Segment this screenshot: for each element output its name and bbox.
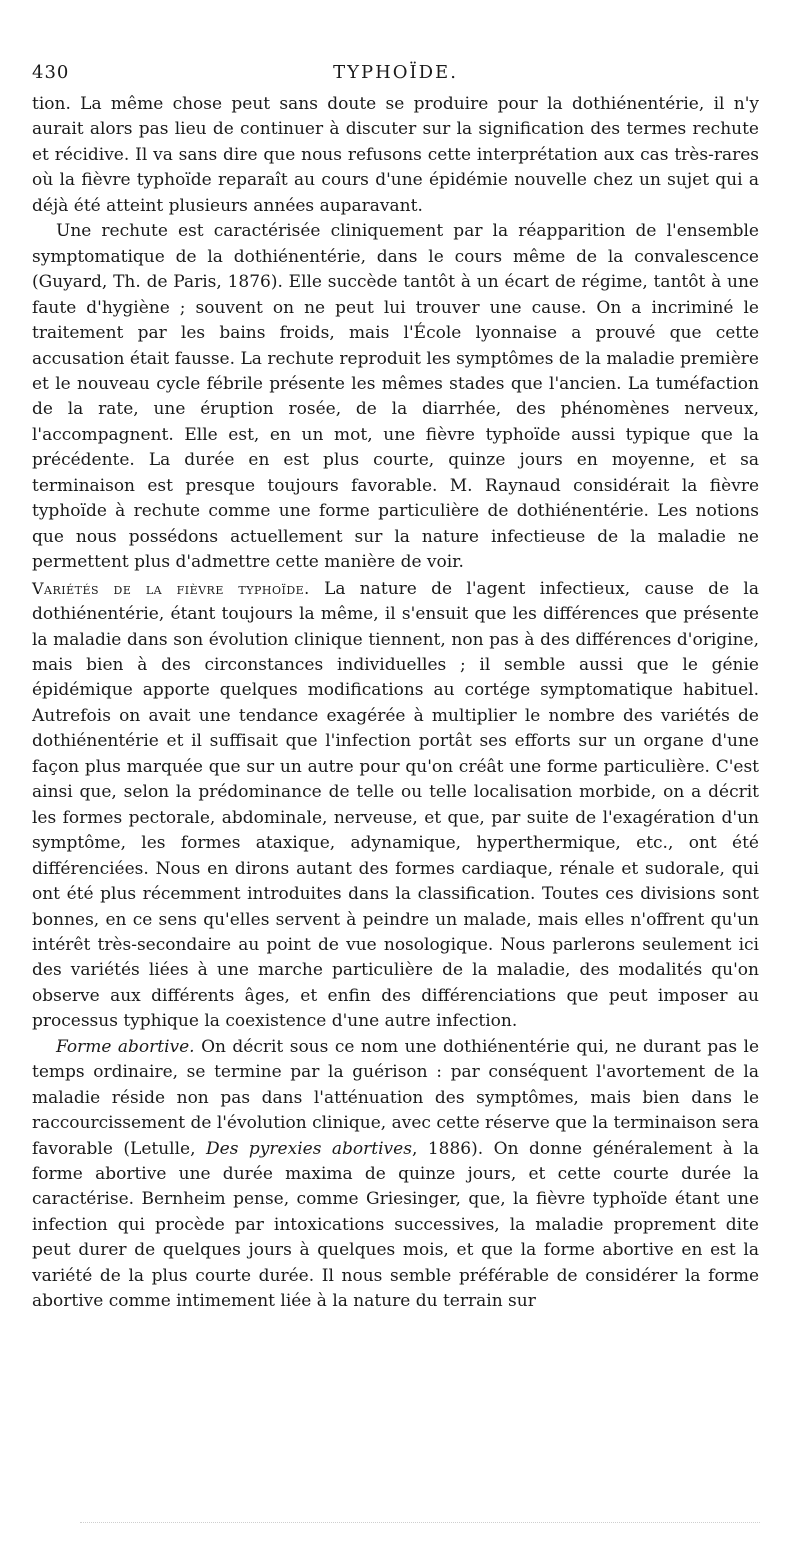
section-heading-varietes: Variétés de la fièvre typhoïde. (32, 578, 310, 598)
body-text (32, 92, 759, 1315)
running-title: TYPHOÏDE. (333, 62, 458, 83)
paragraph-3 (32, 576, 759, 1035)
paragraph-4-text-a: On décrit sous ce nom une dothiénentérie qui, ne durant pas le temps ordinaire, se termine par la guérison : par conséquent l'avortement de la maladie réside non pas dans l'atténuation des symptômes, mais bien dans le raccourcissement de l'évolution clinique, avec cette réserve que la terminaison sera favorable (Letulle, (32, 1036, 760, 1159)
paragraph-2: Une rechute est caractérisée cliniquement par la réapparition de l'ensemble symptomatique de la dothiénentérie, dans le cours même de la convalescence (Guyard, Th. de Paris, 1876). Elle succède tantôt à un écart de régime, tantôt à une faute d'hygiène ; souvent on ne peut lui trouver une cause. On a incriminé le traitement par les bains froids, mais l'École lyonnaise a prouvé que cette accusation était fausse. La rechute reproduit les symptômes de la maladie première et le nouveau cycle fébrile présente les mêmes stades que l'ancien. La tuméfaction de la rate, une éruption rosée, de la diarrhée, des phénomènes nerveux, l'accompagnent. Elle est, en un mot, une fièvre typhoïde aussi typique que la précédente. La durée en est plus courte, quinze jours en moyenne, et sa terminaison est presque toujours favorable. M. Raynaud considérait la fièvre typhoïde à rechute comme une forme particulière de dothiénentérie. Les notions que nous possédons actuellement sur la nature infectieuse de la maladie ne permettent plus d'admettre cette manière de voir. (32, 221, 759, 573)
section-heading-forme-abortive: Forme abortive. (56, 1036, 195, 1057)
paragraph-3-text: La nature de l'agent infectieux, cause de la dothiénentérie, étant toujours la même, il s'ensuit que les différences que présente la maladie dans son évolution clinique tiennent, non pas à des différences d'origine, mais bien à des circonstances individuelles ; il semble aussi que le génie épidémique apporte quelques modifications au cortége symptomatique habituel. Autrefois on avait une tendance exagérée à multiplier le nombre des variétés de dothiénentérie et il suffisait que l'infection portât ses efforts sur un organe d'une façon plus marquée que sur un autre pour qu'on créât une forme particulière. C'est ainsi que, selon la prédominance de telle ou telle localisation morbide, on a décrit les formes pectorale, abdominale, nerveuse, et que, par suite de l'exagération d'un symptôme, les formes ataxique, adynamique, hyperthermique, etc., ont été différenciées. Nous en dirons autant des formes cardiaque, rénale et sudorale, qui ont été plus récemment introduites dans la classification. Toutes ces divisions sont bonnes, en ce sens qu'elles servent à peindre un malade, mais elles n'offrent qu'un intérêt très-secondaire au point de vue nosologique. Nous parlerons seulement ici des variétés liées à une marche particulière de la maladie, des modalités qu'on observe aux différents âges, et enfin des différenciations que peut imposer au processus typhique la coexistence d'une autre infection. (32, 578, 759, 1032)
page-number: 430 (32, 62, 70, 83)
paragraph-4 (32, 1035, 759, 1315)
running-head (32, 62, 759, 92)
scan-artifact-dots (80, 1522, 760, 1525)
paragraph-4-text-b: , 1886). On donne généralement à la forme abortive une durée maxima de quinze jours, et cette courte durée la caractérise. Bernheim pense, comme Griesinger, que, la fièvre typhoïde étant une infection qui procède par intoxications successives, la maladie proprement dite peut durer de quelques jours à quelques mois, et que la forme abortive en est la variété de la plus courte durée. Il nous semble préférable de considérer la forme abortive comme intimement liée à la nature du terrain sur (32, 1138, 759, 1312)
paragraph-1: tion. La même chose peut sans doute se produire pour la dothiénentérie, il n'y aurait alors pas lieu de continuer à discuter sur la signification des termes rechute et récidive. Il va sans dire que nous refusons cette interprétation aux cas très-rares où la fièvre typhoïde reparaît au cours d'une épidémie nouvelle chez un sujet qui a déjà été atteint plusieurs années auparavant. (32, 94, 759, 216)
book-page (32, 62, 759, 1315)
citation-title: Des pyrexies abortives (206, 1138, 412, 1159)
